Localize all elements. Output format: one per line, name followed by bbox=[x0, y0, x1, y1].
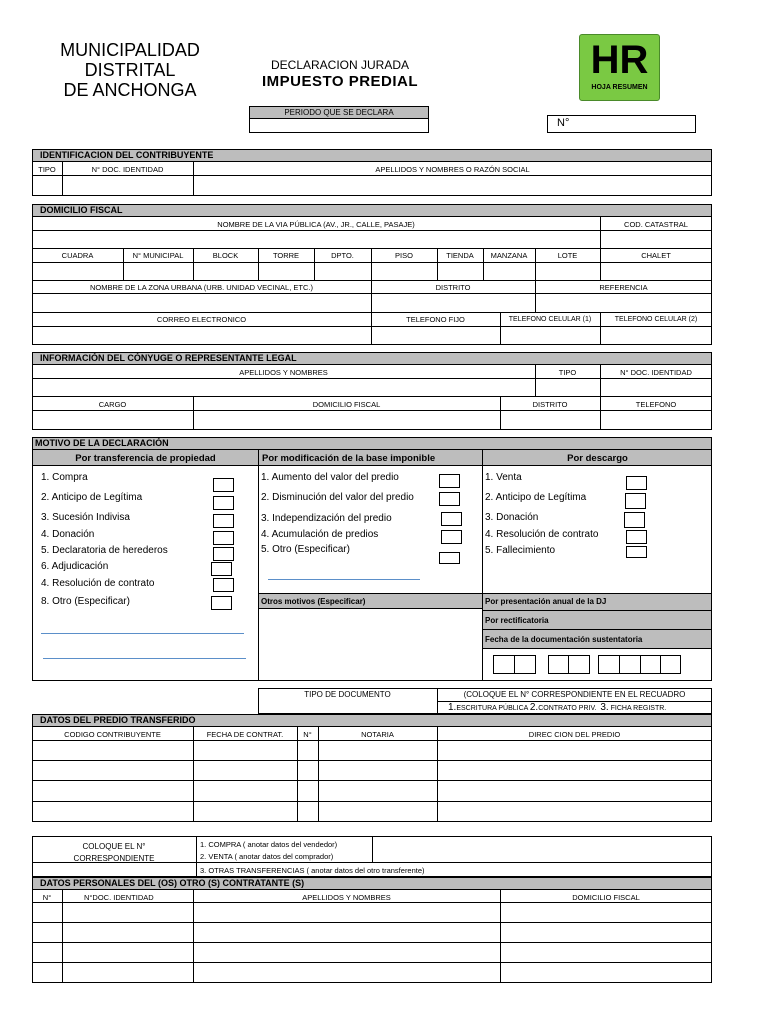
col-n-municipal: N° MUNICIPAL bbox=[132, 251, 184, 260]
col-doc-identidad: N° DOC. IDENTIDAD bbox=[91, 165, 164, 174]
modificacion-option: 2. Disminución del valor del predio bbox=[261, 492, 414, 503]
transferencia-option: 4. Donación bbox=[41, 529, 95, 540]
descargo-checkbox[interactable] bbox=[624, 512, 645, 528]
opt3-text: FICHA REGISTR. bbox=[610, 705, 667, 712]
razon-social-input[interactable] bbox=[194, 176, 711, 195]
col-codigo-contribuyente: CODIGO CONTRIBUYENTE bbox=[64, 730, 161, 739]
opt1-text: ESCRITURA PÚBLICA bbox=[456, 705, 528, 712]
transferencia-option: 4. Resolución de contrato bbox=[41, 578, 155, 589]
col-manzana: MANZANA bbox=[490, 251, 528, 260]
descargo-checkbox[interactable] bbox=[626, 546, 647, 558]
fecha-year-box[interactable] bbox=[598, 655, 620, 674]
fecha-month-box[interactable] bbox=[548, 655, 569, 674]
motivo-section-title: MOTIVO DE LA DECLARACIÓN bbox=[32, 437, 712, 450]
modificacion-checkbox[interactable] bbox=[439, 552, 460, 564]
col-celular-2: TELEFONO CELULAR (2) bbox=[614, 316, 698, 323]
col-via-publica: NOMBRE DE LA VIA PÚBLICA (AV., JR., CALLE, PASAJE) bbox=[217, 220, 415, 229]
col-conyuge-domicilio: DOMICILIO FISCAL bbox=[312, 400, 381, 409]
transferencia-checkbox[interactable] bbox=[213, 478, 234, 492]
periodo-label-text: PERIODO QUE SE DECLARA bbox=[284, 108, 394, 117]
col-transferencia-title: Por transferencia de propiedad bbox=[75, 453, 216, 464]
col-celular-1: TELEFONO CELULAR (1) bbox=[508, 316, 592, 323]
transferencia-option: 1. Compra bbox=[41, 472, 88, 483]
tipo-documento-options bbox=[448, 702, 666, 714]
periodo-input[interactable] bbox=[249, 118, 429, 133]
descargo-option: 1. Venta bbox=[485, 472, 522, 483]
tipo-input[interactable] bbox=[33, 176, 62, 195]
col-lote: LOTE bbox=[557, 251, 578, 260]
domicilio-section-title: DOMICILIO FISCAL bbox=[32, 204, 712, 217]
descargo-checkbox[interactable] bbox=[626, 476, 647, 490]
otro-especificar-line[interactable] bbox=[43, 658, 246, 659]
col-correo: CORREO ELECTRONICO bbox=[156, 315, 247, 324]
conyuge-section-title: INFORMACIÓN DEL CÓNYUGE O REPRESENTANTE LEGAL bbox=[32, 352, 712, 365]
fecha-year-box[interactable] bbox=[660, 655, 681, 674]
col-modificacion-title: Por modificación de la base imponible bbox=[262, 453, 436, 464]
col-tienda: TIENDA bbox=[446, 251, 474, 260]
coloque-line-1: COLOQUE EL N° bbox=[82, 842, 146, 851]
col-contratante-numero: N° bbox=[42, 893, 52, 902]
col-conyuge-doc: N° DOC. IDENTIDAD bbox=[620, 368, 692, 377]
col-referencia: REFERENCIA bbox=[599, 283, 648, 292]
hoja-resumen-logo bbox=[579, 34, 660, 101]
muni-line-3: DE ANCHONGA bbox=[63, 80, 197, 100]
descargo-checkbox[interactable] bbox=[625, 493, 646, 509]
descargo-option: 5. Fallecimiento bbox=[485, 545, 556, 556]
col-direccion-predio: DIREC CION DEL PREDIO bbox=[528, 730, 621, 739]
modificacion-option: 4. Acumulación de predios bbox=[261, 529, 379, 540]
transferencia-option: 3. Sucesión Indivisa bbox=[41, 512, 130, 523]
transferencia-checkbox[interactable] bbox=[211, 562, 232, 576]
contribuyente-section-title: IDENTIFICACION DEL CONTRIBUYENTE bbox=[32, 149, 712, 162]
tipo-documento-label: TIPO DE DOCUMENTO bbox=[304, 690, 391, 699]
fecha-year-box[interactable] bbox=[640, 655, 661, 674]
col-dpto: DPTO. bbox=[331, 251, 354, 260]
col-cod-catastral: COD. CATASTRAL bbox=[624, 220, 688, 229]
transferencia-option: 6. Adjudicación bbox=[41, 561, 109, 572]
modificacion-option: 3. Independización del predio bbox=[261, 513, 392, 524]
col-contratante-domicilio: DOMICILIO FISCAL bbox=[572, 893, 640, 902]
col-conyuge-nombres: APELLIDOS Y NOMBRES bbox=[239, 368, 328, 377]
col-block: BLOCK bbox=[212, 251, 239, 260]
muni-line-1: MUNICIPALIDAD bbox=[60, 40, 200, 60]
col-telefono-fijo: TELEFONO FIJO bbox=[406, 315, 465, 324]
col-contratante-doc: N°DOC. IDENTIDAD bbox=[84, 893, 154, 902]
transferencia-checkbox[interactable] bbox=[211, 596, 232, 610]
coloque-opt-otras: 3. OTRAS TRANSFERENCIAS ( anotar datos del otro transferente) bbox=[200, 866, 425, 875]
col-torre: TORRE bbox=[272, 251, 300, 260]
fecha-documentacion-label: Fecha de la documentación sustentatoria bbox=[485, 635, 643, 644]
col-conyuge-distrito: DISTRITO bbox=[532, 400, 568, 409]
col-cuadra: CUADRA bbox=[61, 251, 94, 260]
modificacion-option: 1. Aumento del valor del predio bbox=[261, 472, 399, 483]
col-chalet: CHALET bbox=[641, 251, 671, 260]
descargo-option: 3. Donación bbox=[485, 512, 539, 523]
transferencia-checkbox[interactable] bbox=[213, 531, 234, 545]
opt2-text: CONTRATO PRIV. bbox=[538, 705, 597, 712]
otros-motivos-label: Otros motivos (Especificar) bbox=[261, 597, 366, 606]
descargo-option: 2. Anticipo de Legítima bbox=[485, 492, 587, 503]
coloque-line-2: CORRESPONDIENTE bbox=[73, 854, 155, 863]
transferencia-checkbox[interactable] bbox=[213, 496, 234, 510]
descargo-checkbox[interactable] bbox=[626, 530, 647, 544]
fecha-day-box[interactable] bbox=[514, 655, 536, 674]
muni-line-2: DISTRITAL bbox=[84, 60, 176, 80]
modificacion-checkbox[interactable] bbox=[441, 530, 462, 544]
predio-section-title: DATOS DEL PREDIO TRANSFERIDO bbox=[32, 714, 712, 727]
col-tipo: TIPO bbox=[38, 165, 56, 174]
contratantes-table bbox=[32, 889, 712, 983]
numero-field[interactable] bbox=[547, 115, 696, 133]
logo-caption: HOJA RESUMEN bbox=[591, 84, 648, 91]
col-cargo: CARGO bbox=[98, 400, 127, 409]
col-numero: N° bbox=[303, 730, 312, 739]
opt1-num: 1. bbox=[448, 702, 457, 713]
opt3-num: 3. bbox=[600, 702, 609, 713]
descargo-option: 4. Resolución de contrato bbox=[485, 529, 599, 540]
opt2-num: 2. bbox=[529, 702, 539, 713]
via-publica-input[interactable] bbox=[33, 231, 599, 248]
transferencia-checkbox[interactable] bbox=[213, 578, 234, 592]
col-piso: PISO bbox=[395, 251, 413, 260]
col-descargo-title: Por descargo bbox=[567, 453, 628, 464]
modificacion-checkbox[interactable] bbox=[441, 512, 462, 526]
doc-title: IMPUESTO PREDIAL bbox=[261, 73, 419, 90]
fecha-day-box[interactable] bbox=[493, 655, 515, 674]
col-distrito: DISTRITO bbox=[435, 283, 471, 292]
col-notaria: NOTARIA bbox=[361, 730, 394, 739]
otro-especificar-line[interactable] bbox=[41, 633, 244, 634]
coloque-opt-compra: 1. COMPRA ( anotar datos del vendedor) bbox=[200, 840, 338, 849]
col-fecha-contrato: FECHA DE CONTRAT. bbox=[206, 730, 284, 739]
col-conyuge-telefono: TELEFONO bbox=[635, 400, 677, 409]
transferencia-checkbox[interactable] bbox=[213, 514, 234, 528]
fecha-month-box[interactable] bbox=[568, 655, 590, 674]
numero-label: N° bbox=[557, 117, 570, 129]
tipo-documento-instruction: (COLOQUE EL N° CORRESPONDIENTE EN EL RECUADRO bbox=[463, 690, 686, 699]
transferencia-checkbox[interactable] bbox=[213, 547, 234, 561]
col-contratante-nombres: APELLIDOS Y NOMBRES bbox=[302, 893, 391, 902]
modificacion-option: 5. Otro (Especificar) bbox=[261, 544, 350, 555]
doc-type: DECLARACION JURADA bbox=[270, 58, 410, 72]
col-zona-urbana: NOMBRE DE LA ZONA URBANA (URB. UNIDAD VECINAL, ETC.) bbox=[90, 283, 313, 292]
col-apellidos-razon: APELLIDOS Y NOMBRES O RAZÓN SOCIAL bbox=[375, 165, 530, 174]
cod-catastral-input[interactable] bbox=[601, 231, 711, 248]
coloque-opt-venta: 2. VENTA ( anotar datos del comprador) bbox=[200, 852, 334, 861]
coloque-input-box[interactable] bbox=[32, 862, 197, 877]
col-conyuge-tipo: TIPO bbox=[558, 368, 577, 377]
otro-modificacion-line[interactable] bbox=[268, 579, 420, 580]
transferencia-option: 5. Declaratoria de herederos bbox=[41, 545, 168, 556]
rectificatoria-option[interactable]: Por rectificatoria bbox=[485, 616, 549, 625]
transferencia-option: 8. Otro (Especificar) bbox=[41, 596, 130, 607]
logo-hr-text: HR bbox=[590, 38, 649, 82]
modificacion-checkbox[interactable] bbox=[439, 474, 460, 488]
presentacion-anual-option[interactable]: Por presentación anual de la DJ bbox=[485, 597, 607, 606]
municipality-name bbox=[50, 40, 210, 100]
doc-identidad-input[interactable] bbox=[63, 176, 193, 195]
modificacion-checkbox[interactable] bbox=[439, 492, 460, 506]
transferencia-option: 2. Anticipo de Legítima bbox=[41, 492, 143, 503]
fecha-year-box[interactable] bbox=[619, 655, 641, 674]
contratantes-section-title: DATOS PERSONALES DEL (OS) OTRO (S) CONTRATANTE (S) bbox=[32, 877, 712, 890]
